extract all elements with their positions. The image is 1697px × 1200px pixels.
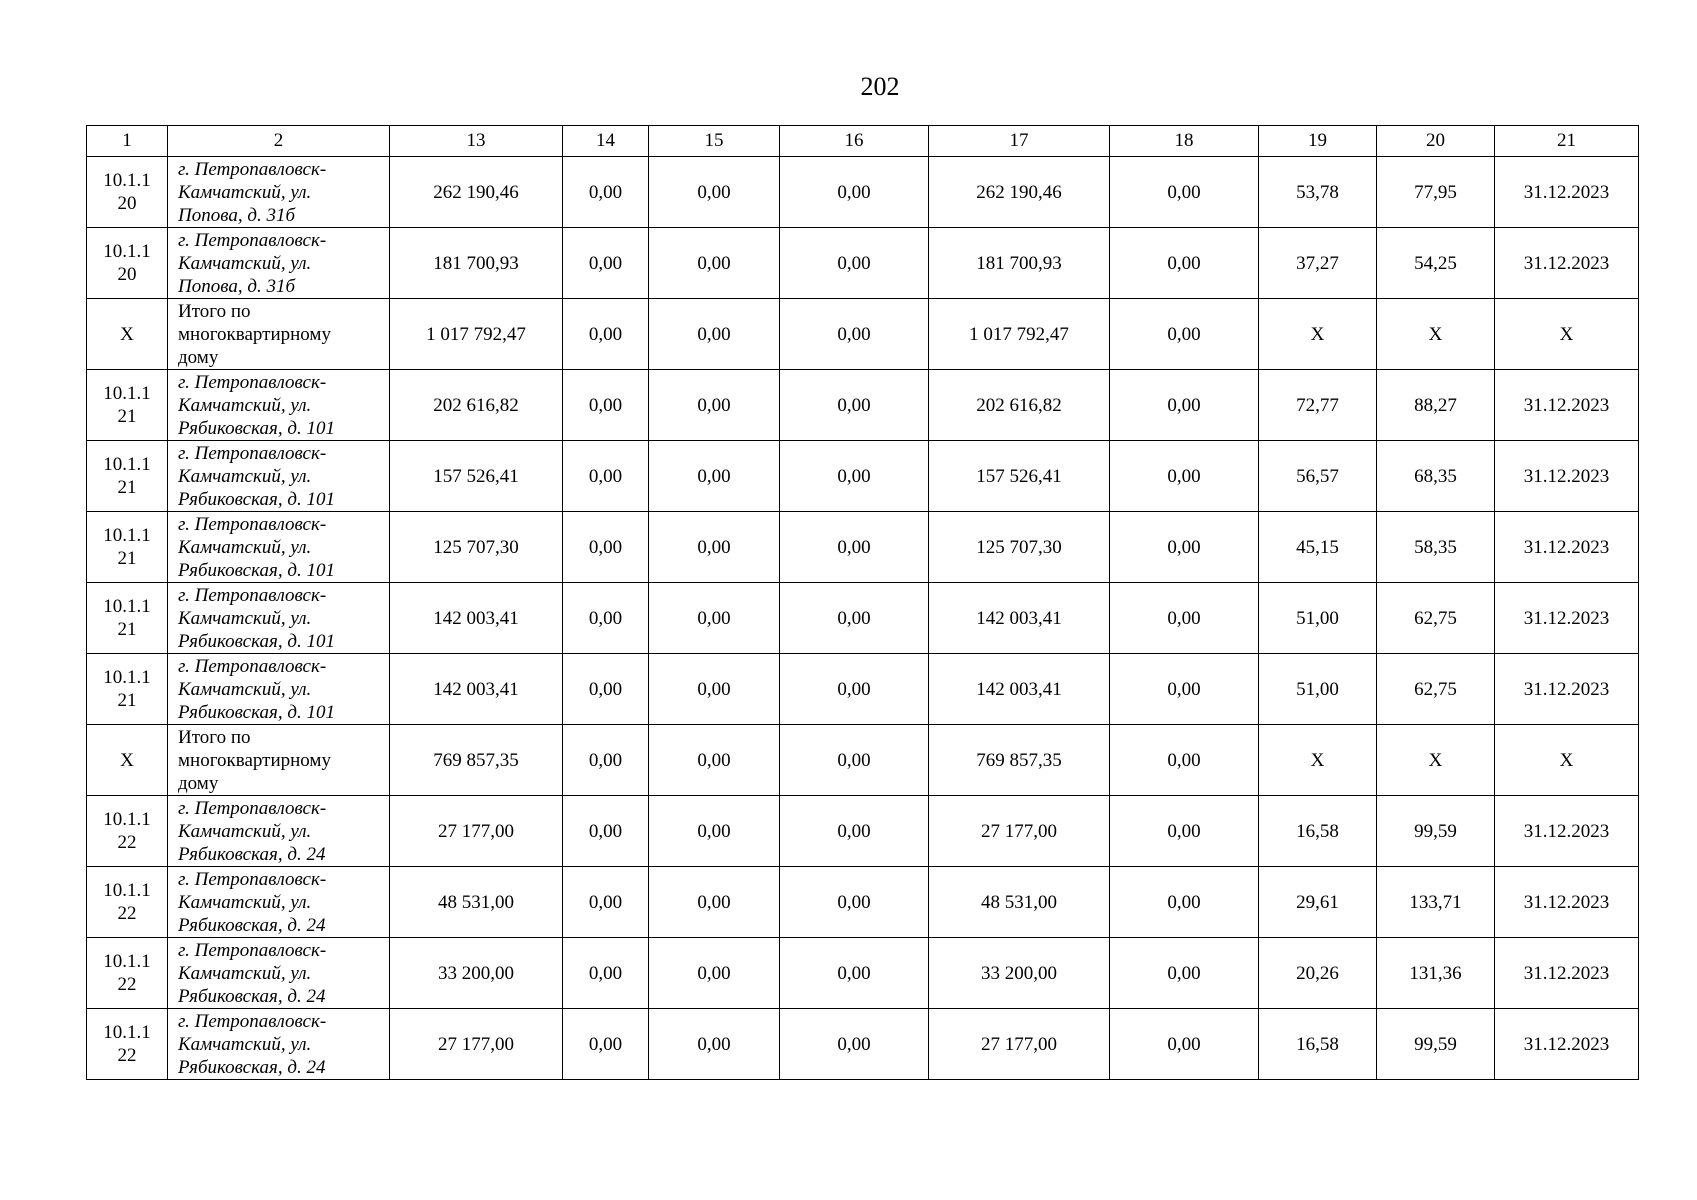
- value-cell-col-15: 0,00: [649, 299, 780, 370]
- address-line: Рябиковская, д. 101: [178, 488, 335, 510]
- subtotal-row: [87, 725, 1639, 796]
- value-cell-col-17: 125 707,30: [929, 512, 1110, 583]
- value-cell-col-16: 0,00: [780, 228, 929, 299]
- value-cell-col-17: 142 003,41: [929, 654, 1110, 725]
- value-cell-col-16: 0,00: [780, 1009, 929, 1080]
- column-header: 2: [168, 126, 390, 157]
- item-number-cell: [87, 583, 168, 654]
- value-cell-col-20: 54,25: [1377, 228, 1495, 299]
- table-row: [87, 867, 1639, 938]
- address-line: Камчатский, ул.: [178, 891, 312, 913]
- value-cell-col-15: 0,00: [649, 228, 780, 299]
- table-row: [87, 157, 1639, 228]
- column-header: 20: [1377, 126, 1495, 157]
- value-cell-col-13: 142 003,41: [390, 654, 563, 725]
- value-cell-col-21: 31.12.2023: [1495, 157, 1639, 228]
- address-cell: [168, 867, 390, 938]
- address-line: Рябиковская, д. 101: [178, 417, 335, 439]
- address-line: Рябиковская, д. 24: [178, 914, 326, 936]
- value-cell-col-21: X: [1495, 725, 1639, 796]
- value-cell-col-15: 0,00: [649, 157, 780, 228]
- data-table: [86, 125, 1639, 1080]
- value-cell-col-15: 0,00: [649, 370, 780, 441]
- item-number-part: 21: [117, 477, 137, 498]
- value-cell-col-18: 0,00: [1110, 157, 1259, 228]
- value-cell-col-17: 33 200,00: [929, 938, 1110, 1009]
- table-row: [87, 441, 1639, 512]
- item-number-part: 10.1.1: [103, 170, 151, 191]
- address-line: Камчатский, ул.: [178, 678, 312, 700]
- value-cell-col-19: 72,77: [1259, 370, 1377, 441]
- item-number-part: 21: [117, 690, 137, 711]
- item-number-part: 10.1.1: [103, 383, 151, 404]
- value-cell-col-19: 16,58: [1259, 796, 1377, 867]
- value-cell-col-19: 16,58: [1259, 1009, 1377, 1080]
- value-cell-col-17: 27 177,00: [929, 1009, 1110, 1080]
- value-cell-col-19: 51,00: [1259, 654, 1377, 725]
- column-header: 15: [649, 126, 780, 157]
- value-cell-col-13: 27 177,00: [390, 1009, 563, 1080]
- value-cell-col-20: 62,75: [1377, 654, 1495, 725]
- value-cell-col-17: 48 531,00: [929, 867, 1110, 938]
- value-cell-col-19: 56,57: [1259, 441, 1377, 512]
- item-number-part: 21: [117, 406, 137, 427]
- table-row: [87, 228, 1639, 299]
- value-cell-col-20: X: [1377, 299, 1495, 370]
- value-cell-col-14: 0,00: [563, 938, 649, 1009]
- value-cell-col-21: 31.12.2023: [1495, 1009, 1639, 1080]
- address-line: г. Петропавловск-: [178, 584, 327, 606]
- address-line: Рябиковская, д. 24: [178, 1056, 326, 1078]
- value-cell-col-21: 31.12.2023: [1495, 796, 1639, 867]
- item-number-cell: [87, 796, 168, 867]
- address-line: г. Петропавловск-: [178, 442, 327, 464]
- item-number-cell: [87, 157, 168, 228]
- value-cell-col-19: 51,00: [1259, 583, 1377, 654]
- subtotal-row: [87, 299, 1639, 370]
- value-cell-col-21: 31.12.2023: [1495, 512, 1639, 583]
- address-line: Камчатский, ул.: [178, 252, 312, 274]
- value-cell-col-21: X: [1495, 299, 1639, 370]
- value-cell-col-13: 48 531,00: [390, 867, 563, 938]
- value-cell-col-16: 0,00: [780, 299, 929, 370]
- address-line: Камчатский, ул.: [178, 536, 312, 558]
- value-cell-col-21: 31.12.2023: [1495, 583, 1639, 654]
- value-cell-col-19: 20,26: [1259, 938, 1377, 1009]
- value-cell-col-20: 58,35: [1377, 512, 1495, 583]
- value-cell-col-20: 133,71: [1377, 867, 1495, 938]
- address-line: Итого по: [178, 300, 251, 322]
- item-number-part: 10.1.1: [103, 596, 151, 617]
- address-line: г. Петропавловск-: [178, 158, 327, 180]
- value-cell-col-15: 0,00: [649, 583, 780, 654]
- value-cell-col-16: 0,00: [780, 796, 929, 867]
- value-cell-col-14: 0,00: [563, 157, 649, 228]
- value-cell-col-18: 0,00: [1110, 370, 1259, 441]
- value-cell-col-14: 0,00: [563, 583, 649, 654]
- value-cell-col-19: 53,78: [1259, 157, 1377, 228]
- address-line: Камчатский, ул.: [178, 465, 312, 487]
- item-number-part: 21: [117, 619, 137, 640]
- address-line: Попова, д. 31б: [178, 204, 296, 226]
- item-number-part: 10.1.1: [103, 667, 151, 688]
- table-body: [87, 157, 1639, 1080]
- value-cell-col-21: 31.12.2023: [1495, 370, 1639, 441]
- value-cell-col-16: 0,00: [780, 583, 929, 654]
- value-cell-col-13: 27 177,00: [390, 796, 563, 867]
- value-cell-col-15: 0,00: [649, 938, 780, 1009]
- value-cell-col-15: 0,00: [649, 796, 780, 867]
- address-line: Камчатский, ул.: [178, 820, 312, 842]
- address-line: Рябиковская, д. 101: [178, 701, 335, 723]
- item-number-part: 10.1.1: [103, 880, 151, 901]
- value-cell-col-20: 99,59: [1377, 1009, 1495, 1080]
- item-number-part: 22: [117, 903, 137, 924]
- item-number-part: 22: [117, 832, 137, 853]
- address-cell: [168, 1009, 390, 1080]
- value-cell-col-17: 769 857,35: [929, 725, 1110, 796]
- address-cell: [168, 583, 390, 654]
- address-line: дому: [178, 346, 219, 368]
- value-cell-col-15: 0,00: [649, 1009, 780, 1080]
- column-header: 13: [390, 126, 563, 157]
- item-number-part: 10.1.1: [103, 525, 151, 546]
- address-cell: [168, 157, 390, 228]
- item-number-part: 10.1.1: [103, 454, 151, 475]
- address-cell: [168, 228, 390, 299]
- value-cell-col-13: 262 190,46: [390, 157, 563, 228]
- value-cell-col-14: 0,00: [563, 441, 649, 512]
- value-cell-col-13: 142 003,41: [390, 583, 563, 654]
- address-line: Камчатский, ул.: [178, 962, 312, 984]
- item-number-cell: [87, 867, 168, 938]
- value-cell-col-14: 0,00: [563, 867, 649, 938]
- item-number-cell: [87, 370, 168, 441]
- value-cell-col-21: 31.12.2023: [1495, 867, 1639, 938]
- value-cell-col-16: 0,00: [780, 867, 929, 938]
- value-cell-col-18: 0,00: [1110, 299, 1259, 370]
- value-cell-col-17: 157 526,41: [929, 441, 1110, 512]
- address-line: г. Петропавловск-: [178, 655, 327, 677]
- table-row: [87, 1009, 1639, 1080]
- table-row: [87, 654, 1639, 725]
- address-line: Попова, д. 31б: [178, 275, 296, 297]
- value-cell-col-14: 0,00: [563, 512, 649, 583]
- value-cell-col-14: 0,00: [563, 796, 649, 867]
- value-cell-col-13: 125 707,30: [390, 512, 563, 583]
- value-cell-col-21: 31.12.2023: [1495, 441, 1639, 512]
- address-line: многоквартирному: [178, 323, 331, 345]
- table-row: [87, 370, 1639, 441]
- header-row: [87, 126, 1639, 157]
- item-number-part: 10.1.1: [103, 241, 151, 262]
- value-cell-col-18: 0,00: [1110, 228, 1259, 299]
- address-cell: [168, 441, 390, 512]
- item-number-part: 10.1.1: [103, 1022, 151, 1043]
- address-cell: [168, 512, 390, 583]
- column-header: 19: [1259, 126, 1377, 157]
- item-number-cell: [87, 441, 168, 512]
- item-number-cell: [87, 512, 168, 583]
- value-cell-col-16: 0,00: [780, 654, 929, 725]
- item-number-part: 21: [117, 548, 137, 569]
- column-header: 14: [563, 126, 649, 157]
- value-cell-col-15: 0,00: [649, 867, 780, 938]
- address-line: Рябиковская, д. 101: [178, 559, 335, 581]
- value-cell-col-16: 0,00: [780, 157, 929, 228]
- value-cell-col-19: 29,61: [1259, 867, 1377, 938]
- item-number-part: 10.1.1: [103, 809, 151, 830]
- table-row: [87, 583, 1639, 654]
- table-row: [87, 796, 1639, 867]
- address-cell: [168, 796, 390, 867]
- address-line: Рябиковская, д. 101: [178, 630, 335, 652]
- value-cell-col-18: 0,00: [1110, 725, 1259, 796]
- address-line: Камчатский, ул.: [178, 181, 312, 203]
- value-cell-col-19: 45,15: [1259, 512, 1377, 583]
- value-cell-col-21: 31.12.2023: [1495, 228, 1639, 299]
- value-cell-col-20: 62,75: [1377, 583, 1495, 654]
- subtotal-label-cell: [168, 299, 390, 370]
- column-header: 18: [1110, 126, 1259, 157]
- value-cell-col-20: 131,36: [1377, 938, 1495, 1009]
- table-row: [87, 938, 1639, 1009]
- address-line: г. Петропавловск-: [178, 797, 327, 819]
- value-cell-col-14: 0,00: [563, 228, 649, 299]
- value-cell-col-19: 37,27: [1259, 228, 1377, 299]
- column-header: 16: [780, 126, 929, 157]
- address-line: г. Петропавловск-: [178, 513, 327, 535]
- value-cell-col-14: 0,00: [563, 725, 649, 796]
- value-cell-col-20: 99,59: [1377, 796, 1495, 867]
- value-cell-col-19: X: [1259, 299, 1377, 370]
- address-line: дому: [178, 772, 219, 794]
- address-line: г. Петропавловск-: [178, 371, 327, 393]
- item-number-part: 20: [117, 264, 137, 285]
- column-header: 21: [1495, 126, 1639, 157]
- value-cell-col-17: 142 003,41: [929, 583, 1110, 654]
- address-line: Рябиковская, д. 24: [178, 985, 326, 1007]
- value-cell-col-15: 0,00: [649, 725, 780, 796]
- value-cell-col-17: 1 017 792,47: [929, 299, 1110, 370]
- value-cell-col-13: 157 526,41: [390, 441, 563, 512]
- item-number-cell: [87, 654, 168, 725]
- value-cell-col-13: 33 200,00: [390, 938, 563, 1009]
- value-cell-col-20: 68,35: [1377, 441, 1495, 512]
- address-line: Рябиковская, д. 24: [178, 843, 326, 865]
- value-cell-col-13: 181 700,93: [390, 228, 563, 299]
- value-cell-col-16: 0,00: [780, 441, 929, 512]
- address-line: Камчатский, ул.: [178, 394, 312, 416]
- value-cell-col-16: 0,00: [780, 370, 929, 441]
- address-line: г. Петропавловск-: [178, 868, 327, 890]
- item-number-part: X: [120, 323, 134, 345]
- subtotal-label-cell: [168, 725, 390, 796]
- value-cell-col-18: 0,00: [1110, 796, 1259, 867]
- value-cell-col-15: 0,00: [649, 654, 780, 725]
- value-cell-col-14: 0,00: [563, 1009, 649, 1080]
- value-cell-col-21: 31.12.2023: [1495, 938, 1639, 1009]
- item-number-cell: [87, 1009, 168, 1080]
- value-cell-col-13: 202 616,82: [390, 370, 563, 441]
- value-cell-col-17: 262 190,46: [929, 157, 1110, 228]
- value-cell-col-17: 181 700,93: [929, 228, 1110, 299]
- table-row: [87, 512, 1639, 583]
- address-line: многоквартирному: [178, 749, 331, 771]
- item-number-part: 22: [117, 1045, 137, 1066]
- item-number-cell: [87, 725, 168, 796]
- value-cell-col-20: X: [1377, 725, 1495, 796]
- value-cell-col-17: 202 616,82: [929, 370, 1110, 441]
- value-cell-col-14: 0,00: [563, 654, 649, 725]
- address-line: Итого по: [178, 726, 251, 748]
- value-cell-col-14: 0,00: [563, 299, 649, 370]
- value-cell-col-18: 0,00: [1110, 938, 1259, 1009]
- value-cell-col-16: 0,00: [780, 512, 929, 583]
- value-cell-col-20: 88,27: [1377, 370, 1495, 441]
- value-cell-col-18: 0,00: [1110, 583, 1259, 654]
- address-cell: [168, 938, 390, 1009]
- value-cell-col-16: 0,00: [780, 938, 929, 1009]
- value-cell-col-15: 0,00: [649, 441, 780, 512]
- value-cell-col-18: 0,00: [1110, 867, 1259, 938]
- value-cell-col-19: X: [1259, 725, 1377, 796]
- value-cell-col-17: 27 177,00: [929, 796, 1110, 867]
- address-cell: [168, 370, 390, 441]
- page-number: 202: [860, 72, 900, 101]
- value-cell-col-13: 1 017 792,47: [390, 299, 563, 370]
- value-cell-col-18: 0,00: [1110, 1009, 1259, 1080]
- value-cell-col-18: 0,00: [1110, 654, 1259, 725]
- value-cell-col-14: 0,00: [563, 370, 649, 441]
- value-cell-col-13: 769 857,35: [390, 725, 563, 796]
- column-header: 1: [87, 126, 168, 157]
- item-number-cell: [87, 228, 168, 299]
- value-cell-col-21: 31.12.2023: [1495, 654, 1639, 725]
- item-number-cell: [87, 938, 168, 1009]
- address-cell: [168, 654, 390, 725]
- value-cell-col-18: 0,00: [1110, 512, 1259, 583]
- address-line: г. Петропавловск-: [178, 229, 327, 251]
- column-header: 17: [929, 126, 1110, 157]
- address-line: г. Петропавловск-: [178, 939, 327, 961]
- item-number-part: 10.1.1: [103, 951, 151, 972]
- address-line: Камчатский, ул.: [178, 1033, 312, 1055]
- address-line: Камчатский, ул.: [178, 607, 312, 629]
- value-cell-col-18: 0,00: [1110, 441, 1259, 512]
- value-cell-col-15: 0,00: [649, 512, 780, 583]
- address-line: г. Петропавловск-: [178, 1010, 327, 1032]
- item-number-part: 20: [117, 193, 137, 214]
- value-cell-col-16: 0,00: [780, 725, 929, 796]
- value-cell-col-20: 77,95: [1377, 157, 1495, 228]
- item-number-part: X: [120, 749, 134, 771]
- item-number-part: 22: [117, 974, 137, 995]
- item-number-cell: [87, 299, 168, 370]
